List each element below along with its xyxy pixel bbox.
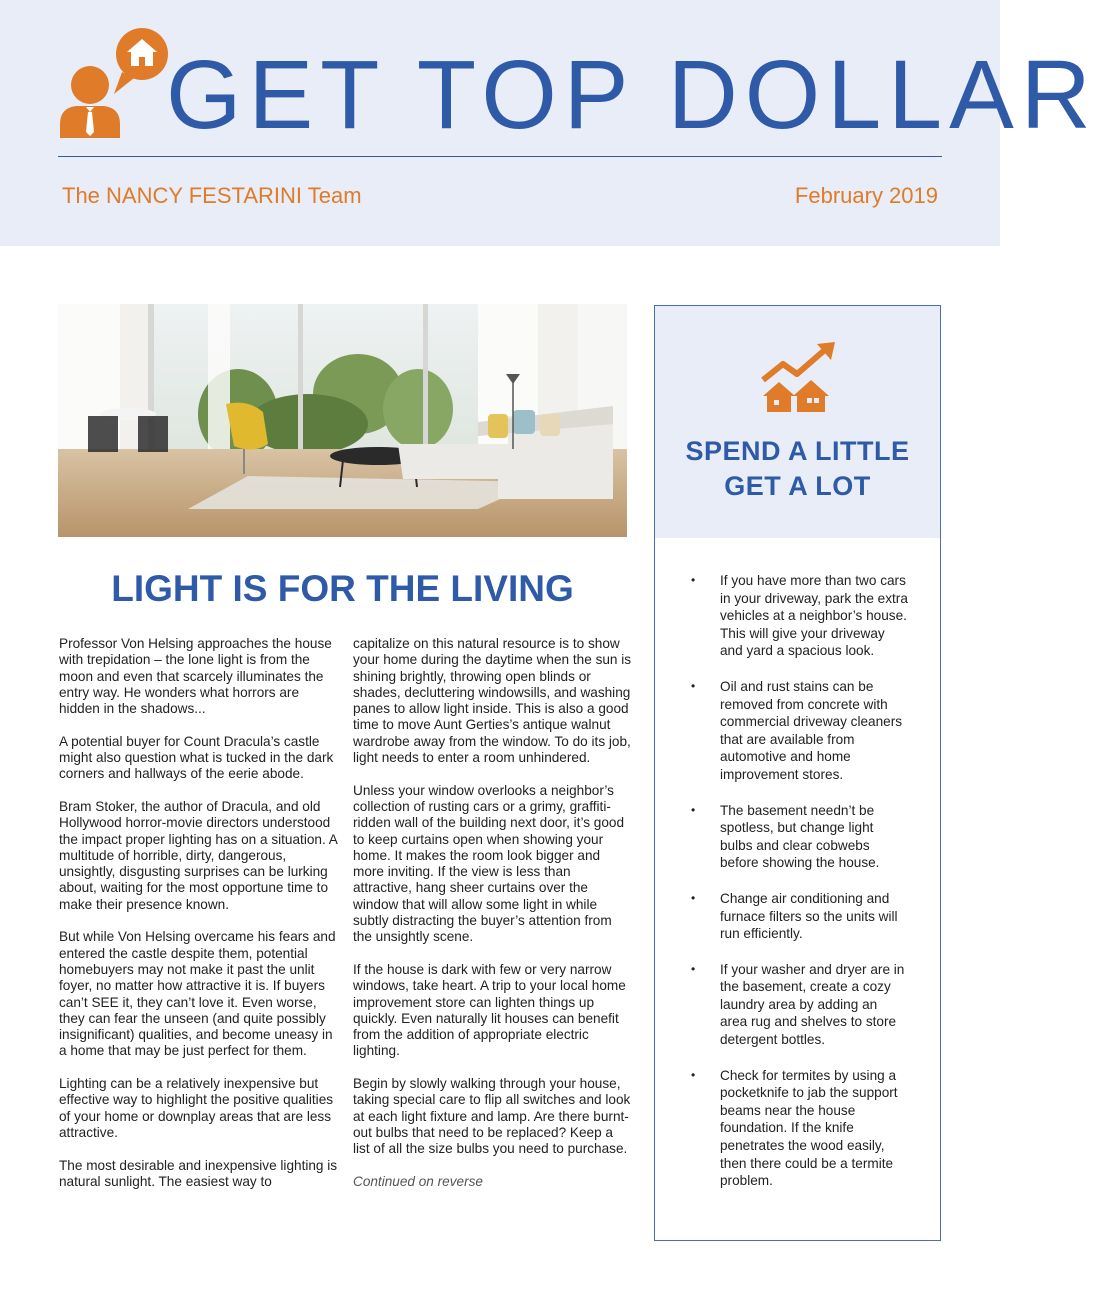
article-title: LIGHT IS FOR THE LIVING xyxy=(111,568,574,609)
article-paragraph: Lighting can be a relatively inexpensive but effective way to highlight the positive qualities of your home or downplay areas that are less attractive. xyxy=(59,1076,334,1140)
issue-date: February 2019 xyxy=(794,183,938,208)
article-paragraph: A potential buyer for Count Dracula’s castle might also question what is tucked in the dark corners and hallways of the eerie abode. xyxy=(59,733,334,782)
list-item xyxy=(655,802,940,872)
list-item xyxy=(655,890,940,943)
bullet-icon: • xyxy=(691,890,696,905)
article-column-right xyxy=(353,636,633,1206)
article-paragraph: The most desirable and inexpensive lighting is natural sunlight. The easiest way to xyxy=(59,1157,338,1189)
tip-text: If you have more than two cars in your driveway, park the extra vehicles at a neighbor’s house. This will give your driveway and yard a spacious look. xyxy=(720,573,908,659)
team-name: The NANCY FESTARINI Team xyxy=(62,183,362,208)
agent-house-logo-icon xyxy=(56,28,176,140)
sidebar-title-line-1: SPEND A LITTLE xyxy=(685,436,910,466)
tips-list xyxy=(655,572,940,1208)
tip-text: Check for termites by using a pocketknife to jab the support beams near the house foundation. If the knife penetrates the wood easily, then there could be a termite problem. xyxy=(720,1067,898,1189)
sidebar-title xyxy=(655,434,940,504)
header-divider xyxy=(58,156,942,157)
article-paragraph: Unless your window overlooks a neighbor’s collection of rusting cars or a grimy, graffiti-ridden wall of the building next door, it’s good to keep curtains open when showing your home. It makes the room look bigger and more inviting. If the view is less than attractive, hang sheer curtains over the window that will allow some light in while subtly distracting the buyer’s attention from the unsightly scene. xyxy=(353,782,625,945)
sidebar-title-line-2: GET A LOT xyxy=(724,471,871,501)
bullet-icon: • xyxy=(691,1067,696,1082)
list-item xyxy=(655,678,940,784)
list-item xyxy=(655,572,940,660)
bullet-icon: • xyxy=(691,961,696,976)
article-column-left xyxy=(59,636,339,1206)
article-paragraph: Begin by slowly walking through your house, taking special care to flip all switches and look at each light fixture and lamp. Are there burnt-out bulbs that need to be replaced? Keep a list of all the size bulbs you need to purchase. xyxy=(353,1076,631,1157)
bullet-icon: • xyxy=(691,573,696,587)
tip-text: If your washer and dryer are in the basement, create a cozy laundry area by adding an area rug and shelves to store detergent bottles. xyxy=(720,961,905,1048)
rising-chart-houses-icon xyxy=(759,340,837,414)
continued-note: Continued on reverse xyxy=(353,1173,483,1189)
article-paragraph: Professor Von Helsing approaches the house with trepidation – the lone light is from the moon and even that scarcely illuminates the entry way. He wonders what horrors are hidden in the shadows... xyxy=(59,636,332,717)
tips-sidebar xyxy=(654,305,941,1241)
tip-text: Oil and rust stains can be removed from concrete with commercial driveway cleaners that are available from automotive and home improvement stores. xyxy=(720,678,903,782)
living-room-photo xyxy=(58,304,627,537)
newsletter-title: GET TOP DOLLAR xyxy=(166,40,1098,149)
tip-text: The basement needn’t be spotless, but change light bulbs and clear cobwebs before showing the house. xyxy=(720,802,880,871)
article-paragraph: Bram Stoker, the author of Dracula, and old Hollywood horror-movie directors understood the impact proper lighting has on a situation. A multitude of horrible, dirty, dangerous, unsightly, disgusting surprises can be lurking about, waiting for the most opportune time to make their presence known. xyxy=(59,798,338,912)
newsletter-header xyxy=(0,0,1098,246)
tip-text: Change air conditioning and furnace filters so the units will run efficiently. xyxy=(720,890,898,942)
article-paragraph: But while Von Helsing overcame his fears and entered the castle despite them, potential homebuyers may not make it past the unlit foyer, no matter how attractive it is. If buyers can’t SEE it, they can’t love it. Even worse, they can fear the unseen (and quite possibly insignificant) qualities, and become uneasy in a home that may be just perfect for them. xyxy=(59,929,336,1059)
list-item xyxy=(655,961,940,1049)
article-paragraph: If the house is dark with few or very narrow windows, take heart. A trip to your local home improvement store can lighten things up quickly. Even naturally lit houses can benefit from the addition of appropriate electric lighting. xyxy=(353,961,626,1059)
bullet-icon: • xyxy=(691,802,696,817)
list-item xyxy=(655,1067,940,1190)
bullet-icon: • xyxy=(691,678,696,693)
article-paragraph: capitalize on this natural resource is to show your home during the daytime when the sun is shining brightly, throwing open blinds or shades, decluttering windowsills, and washing panes to allow light inside. This is also a good time to move Aunt Gerties’s antique walnut wardrobe away from the window. To do its job, light needs to enter a room unhindered. xyxy=(353,636,632,766)
sidebar-header xyxy=(655,306,940,538)
